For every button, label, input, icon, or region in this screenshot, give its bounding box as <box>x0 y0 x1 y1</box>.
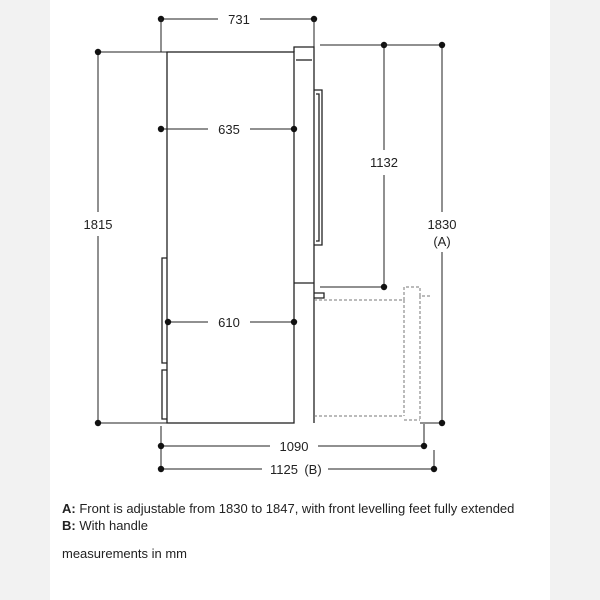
footnote-a: A: Front is adjustable from 1830 to 1847, with front levelling feet fully extended <box>62 501 515 516</box>
fridge-body <box>162 47 324 423</box>
footnote-b-key: B <box>62 518 72 533</box>
dim-label-1815: 1815 <box>83 217 113 232</box>
dim-label-1132: 1132 <box>370 155 398 170</box>
dim-label-1125: 1125 <box>270 462 298 477</box>
footnote-a-text: Front is adjustable from 1830 to 1847, with front levelling feet fully extended <box>79 501 515 516</box>
cabinet-recess-upper <box>162 258 167 363</box>
dim-label-1090: 1090 <box>279 439 309 454</box>
dim-label-610: 610 <box>218 315 240 330</box>
footnote-b: B: With handle <box>62 518 149 533</box>
drawer-open-outline <box>314 287 430 420</box>
cabinet-recess-lower <box>162 370 167 419</box>
door-handle-upper <box>314 90 322 245</box>
dimension-lines <box>95 16 445 472</box>
footnote-a-key: A <box>62 501 72 516</box>
units-note: measurements in mm <box>62 546 187 561</box>
dim-label-1125-note: (B) <box>304 462 322 477</box>
door-handle-upper-inner <box>316 94 319 241</box>
dim-label-1830: 1830 <box>427 217 457 232</box>
cabinet-outline <box>167 52 294 423</box>
door-handle-lower <box>314 293 324 298</box>
footnote-b-text: With handle <box>79 518 149 533</box>
dim-label-635: 635 <box>218 122 240 137</box>
dim-label-731: 731 <box>228 12 250 27</box>
footnotes <box>62 500 592 534</box>
door-outline <box>294 47 314 423</box>
dim-label-1830-note: (A) <box>433 234 451 249</box>
drawer-top-dashed <box>314 287 430 300</box>
